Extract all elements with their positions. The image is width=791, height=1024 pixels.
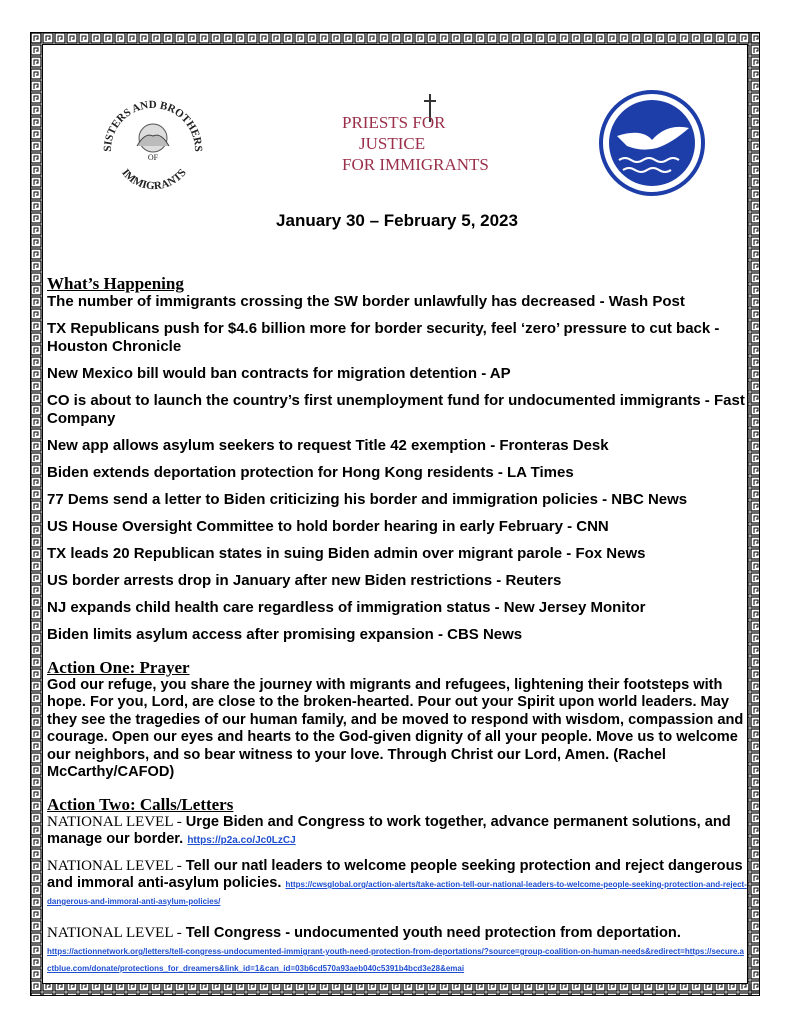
call-message: Tell Congress - undocumented youth need protection from deportation. [185, 925, 681, 941]
mid-logo-line2: JUSTICE [359, 134, 426, 153]
logo-left-top-text: SISTERS AND BROTHERS [101, 98, 205, 152]
news-item: US House Oversight Committee to hold border hearing in early February - CNN [47, 518, 609, 535]
news-item: The number of immigrants crossing the SW border unlawfully has decreased - Wash Post [47, 293, 685, 310]
calls-heading: Action Two: Calls/Letters [47, 795, 234, 814]
news-item: NJ expands child health care regardless of immigration status - New Jersey Monitor [47, 599, 646, 616]
priests-logo [337, 92, 489, 182]
news-item: Biden extends deportation protection for Hong Kong residents - LA Times [47, 464, 574, 481]
prayer-heading: Action One: Prayer [47, 658, 190, 677]
mid-logo-line1: PRIESTS FOR [342, 113, 446, 132]
call-item [47, 858, 747, 909]
call-link[interactable]: https://cwsglobal.org/action-alerts/take-action-tell-our-national-leaders-to-welcome-people-seeking-protection-and-reject-dangerous-and-immoral-anti-asylum-policies/ [47, 880, 747, 906]
call-item [47, 814, 747, 848]
page-content [47, 48, 747, 973]
news-item: US border arrests drop in January after new Biden restrictions - Reuters [47, 572, 562, 589]
news-item: TX Republicans push for $4.6 billion more for border security, feel ‘zero’ pressure to cut back - Houston Chronicle [47, 320, 720, 355]
prayer-text: God our refuge, you share the journey with migrants and refugees, lightening their footsteps with hope. For you, Lord, are close to the broken-hearted. Pour out your Spirit upon world leaders. May they see the tragedies of our human family, and be moved to respond with wisdom, compassion and courage. Open our eyes and hearts to the God-given dignity of all your people. Move us to welcome our neighbors, and so bear witness to your love. Through Christ our Lord, Amen. (Rachel McCarthy/CAFOD) [47, 677, 744, 781]
news-item: New Mexico bill would ban contracts for migration detention - AP [47, 365, 511, 382]
call-level: NATIONAL LEVEL - [47, 925, 182, 941]
news-item: CO is about to launch the country’s first unemployment fund for undocumented immigrants - Fast Company [47, 392, 745, 427]
news-item: Biden limits asylum access after promising expansion - CBS News [47, 626, 523, 643]
date-range: January 30 – February 5, 2023 [276, 211, 518, 230]
call-level: NATIONAL LEVEL - [47, 858, 182, 874]
call-message: Urge Biden and Congress to work together, advance permanent solutions, and manage our border. [47, 814, 731, 847]
call-item [47, 925, 747, 976]
dove-logo-icon [597, 88, 707, 198]
call-link[interactable]: https://actionnetwork.org/letters/tell-congress-undocumented-immigrant-youth-need-protection-from-deportations/?source=group-coalition-on-human-needs&redirect=https://secure.actblue.com/donate/protections_for_dreamers&link_id=1&can_id=03b6cd570a93aeb040c5391b4bcd3e28&emai [47, 947, 744, 973]
logo-left-of-text: OF [147, 153, 159, 162]
logo-left-bottom-text: IMMIGRANTS [119, 166, 189, 193]
logo-row [47, 48, 747, 208]
mid-logo-line3: FOR IMMIGRANTS [342, 155, 489, 174]
calls-section [47, 795, 747, 986]
news-item: New app allows asylum seekers to request Title 42 exemption - Fronteras Desk [47, 437, 609, 454]
whats-happening-section [47, 274, 747, 653]
call-link[interactable]: https://p2a.co/Jc0LzCJ [187, 835, 296, 846]
news-item: 77 Dems send a letter to Biden criticizing his border and immigration policies - NBC News [47, 491, 688, 508]
prayer-section [47, 658, 747, 781]
whats-happening-heading: What’s Happening [47, 274, 184, 293]
call-message: Tell our natl leaders to welcome people seeking protection and reject dangerous and immoral anti-asylum policies. [47, 858, 743, 891]
hands-logo-icon [97, 88, 209, 200]
call-level: NATIONAL LEVEL - [47, 814, 182, 830]
svg-text:IMMIGRANTS [119, 167, 189, 193]
news-item: TX leads 20 Republican states in suing Biden admin over migrant parole - Fox News [47, 545, 646, 562]
